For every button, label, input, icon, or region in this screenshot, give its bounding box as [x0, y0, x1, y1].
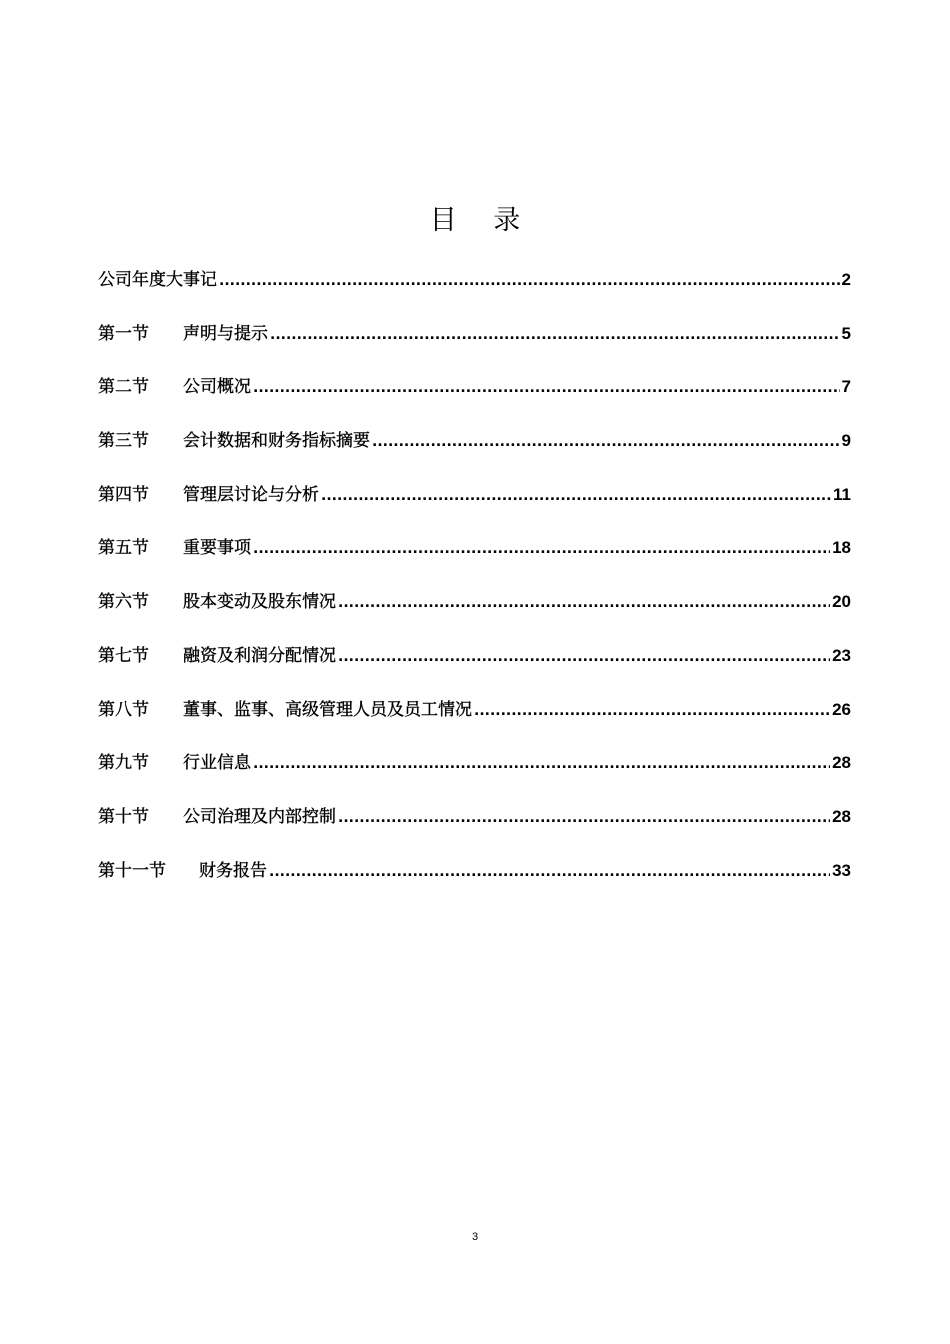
toc-entry-label: 股本变动及股东情况: [183, 592, 336, 613]
toc-entry-section: 第九节: [98, 753, 149, 774]
toc-entry-page: 28: [832, 806, 851, 826]
toc-entry-label: 管理层讨论与分析: [183, 484, 319, 505]
toc-entry-label: 公司年度大事记: [98, 270, 217, 290]
toc-entry-page: 7: [841, 377, 851, 397]
toc-entry-label: 融资及利润分配情况: [183, 645, 336, 666]
toc-entry-section: 第十节: [98, 806, 149, 827]
toc-entry-section-8[interactable]: [98, 694, 851, 748]
toc-entry-section: 第十一节: [98, 860, 166, 881]
toc-entry-section: 第一节: [98, 323, 149, 344]
toc-entry-section: 第八节: [98, 699, 149, 720]
toc-entry-page: 18: [832, 538, 851, 558]
toc-leader: [253, 748, 830, 780]
toc-entry-section-10[interactable]: [98, 801, 851, 855]
toc-entry-section-3[interactable]: [98, 425, 851, 479]
toc-entry-events[interactable]: [98, 264, 851, 318]
toc-entry-section: 第四节: [98, 484, 149, 505]
toc-entry-page: 5: [841, 323, 851, 343]
toc-entry-label: 公司概况: [183, 377, 251, 398]
toc-entry-page: 28: [832, 753, 851, 773]
toc-leader: [269, 856, 830, 888]
toc-entry-section-9[interactable]: [98, 747, 851, 801]
toc-entry-page: 11: [833, 484, 851, 504]
toc-entry-section: 第五节: [98, 538, 149, 559]
toc-leader: [253, 372, 840, 404]
toc-entry-section: 第六节: [98, 592, 149, 613]
toc-entry-section-7[interactable]: [98, 640, 851, 694]
toc-entry-label: 重要事项: [183, 538, 251, 559]
toc-leader: [270, 319, 840, 351]
toc-entry-section-1[interactable]: [98, 318, 851, 372]
toc-leader: [338, 587, 830, 619]
table-of-contents: [98, 264, 851, 908]
toc-entry-page: 23: [832, 645, 851, 665]
toc-entry-label: 会计数据和财务指标摘要: [183, 431, 370, 452]
toc-leader: [219, 265, 840, 297]
toc-entry-section: 第三节: [98, 431, 149, 452]
toc-leader: [338, 802, 830, 834]
toc-entry-label: 董事、监事、高级管理人员及员工情况: [183, 699, 472, 720]
toc-entry-section-11[interactable]: [98, 855, 851, 909]
toc-entry-section-4[interactable]: [98, 479, 851, 533]
toc-entry-section: 第七节: [98, 645, 149, 666]
page-title: 目 录: [429, 205, 535, 236]
page-number: 3: [471, 1231, 479, 1243]
toc-entry-page: 26: [832, 699, 851, 719]
toc-entry-page: 33: [832, 860, 851, 880]
toc-entry-label: 声明与提示: [183, 323, 268, 344]
toc-entry-label: 行业信息: [183, 753, 251, 774]
toc-entry-section: 第二节: [98, 377, 149, 398]
toc-entry-label: 财务报告: [199, 860, 267, 881]
toc-entry-section-2[interactable]: [98, 371, 851, 425]
toc-entry-section-6[interactable]: [98, 586, 851, 640]
toc-entry-page: 2: [841, 270, 851, 289]
toc-leader: [321, 480, 831, 512]
toc-entry-label: 公司治理及内部控制: [183, 806, 336, 827]
toc-leader: [474, 695, 830, 727]
toc-leader: [253, 533, 830, 565]
toc-leader: [338, 641, 830, 673]
toc-entry-page: 20: [832, 592, 851, 612]
toc-entry-page: 9: [841, 431, 851, 451]
toc-entry-section-5[interactable]: [98, 532, 851, 586]
toc-leader: [372, 426, 840, 458]
